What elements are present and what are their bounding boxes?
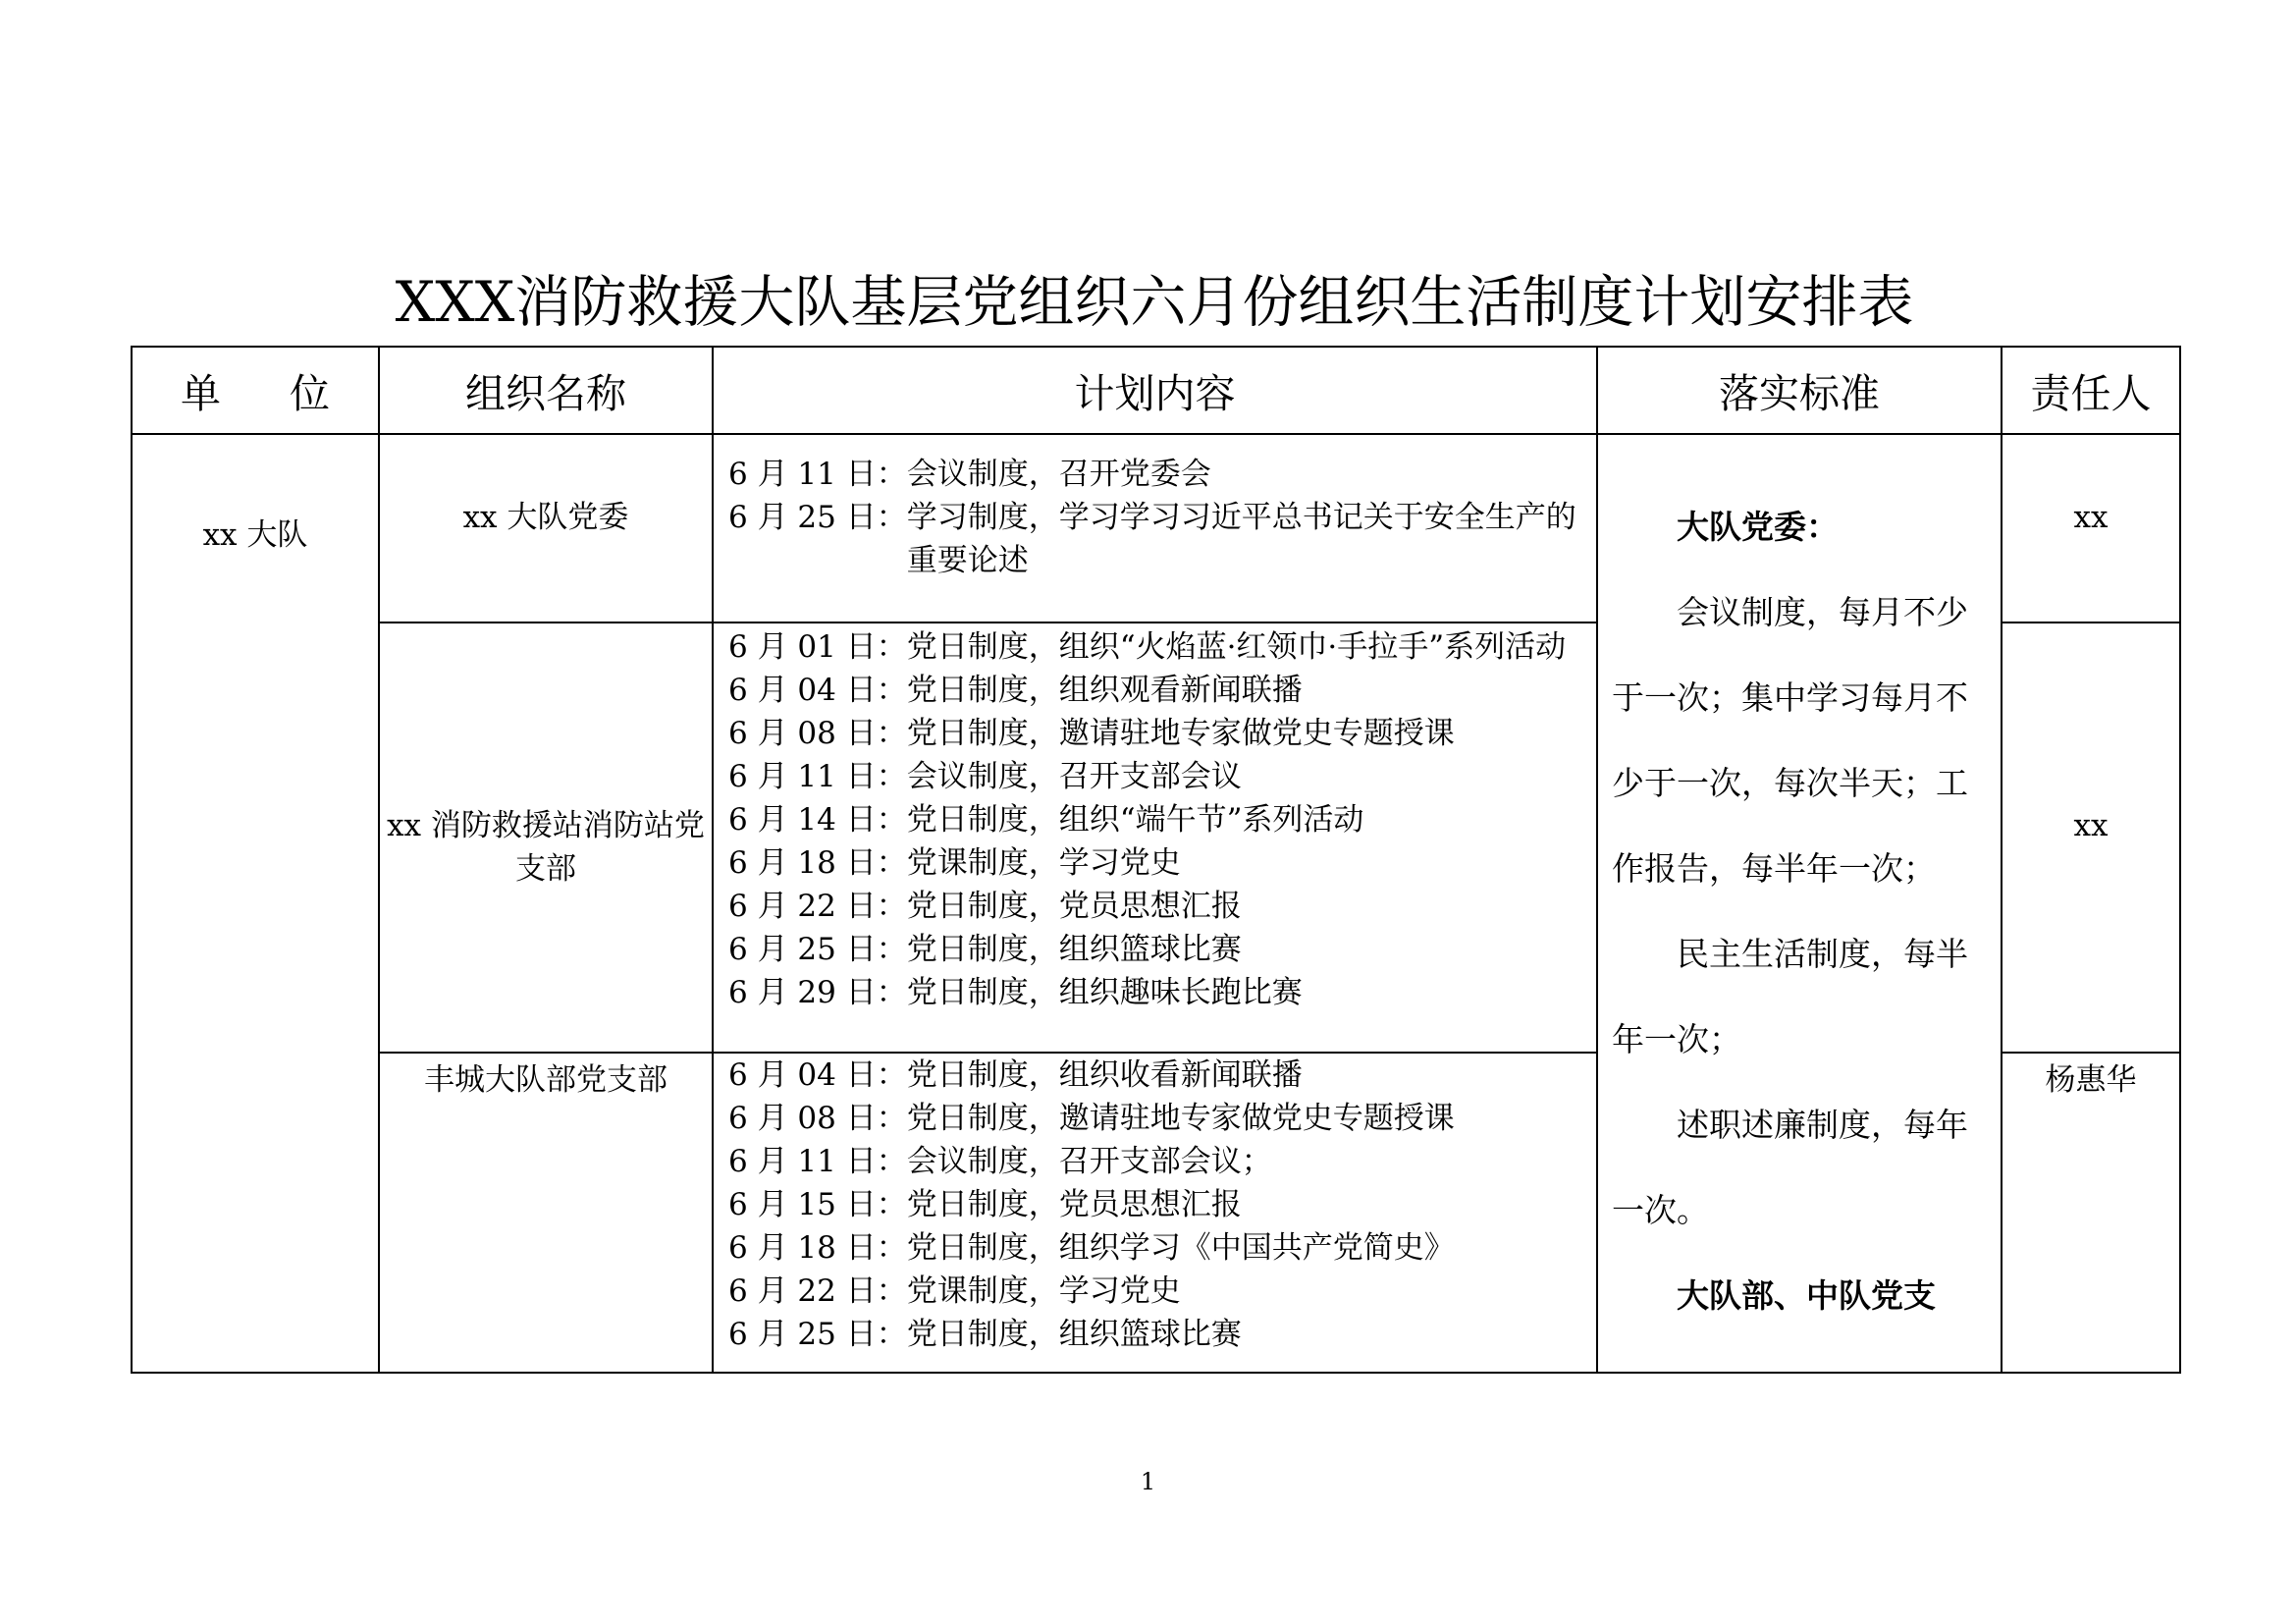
page-title: XXX消防救援大队基层党组织六月份组织生活制度计划安排表 — [395, 270, 1914, 335]
plan-entry — [728, 625, 1590, 669]
person-cell: xx — [2002, 623, 2180, 1053]
plan-date: 6 月 01 日： — [728, 629, 907, 665]
plan-date: 6 月 22 日： — [728, 1273, 907, 1309]
plan-date: 6 月 14 日： — [728, 802, 907, 838]
plan-text: 党日制度，党员思想汇报 — [906, 889, 1242, 924]
person-cell: xx — [2002, 434, 2180, 623]
person-cell: 杨惠华 — [2002, 1053, 2180, 1373]
header-standard: 落实标准 — [1597, 347, 2002, 434]
plan-entry — [728, 755, 1590, 798]
plan-text: 党日制度，邀请驻地专家做党史专题授课 — [906, 1101, 1455, 1136]
plan-entry — [728, 971, 1590, 1014]
plan-date: 6 月 25 日： — [728, 1317, 907, 1352]
unit-cell: xx 大队 — [132, 434, 379, 1373]
plan-list — [728, 453, 1590, 582]
plan-entry — [728, 1097, 1590, 1140]
standard-heading-party-committee: 大队党委： — [1677, 508, 1839, 546]
header-person: 责任人 — [2002, 347, 2180, 434]
plan-text: 党课制度，学习党史 — [906, 1273, 1181, 1309]
plan-entry — [728, 712, 1590, 755]
plan-table — [131, 346, 2181, 1374]
plan-text: 党日制度，组织“火焰蓝·红领巾·手拉手”系列活动 — [906, 629, 1567, 665]
plan-text: 党日制度，组织收看新闻联播 — [906, 1057, 1303, 1093]
plan-date: 6 月 15 日： — [728, 1187, 907, 1222]
plan-entry — [728, 885, 1590, 928]
plan-entry — [728, 669, 1590, 712]
plan-date: 6 月 08 日： — [728, 716, 907, 751]
plan-text: 党日制度，邀请驻地专家做党史专题授课 — [906, 716, 1455, 751]
header-unit — [132, 347, 399, 434]
plan-entry — [728, 453, 1590, 496]
plan-entry — [728, 1054, 1590, 1097]
header-unit-label: 单位 — [181, 370, 399, 417]
plan-text: 党日制度，组织篮球比赛 — [906, 932, 1242, 967]
plan-text: 党日制度，组织观看新闻联播 — [906, 673, 1303, 708]
standard-heading-branch: 大队部、中队党支 — [1677, 1276, 1936, 1315]
plan-text: 学习制度，学习学习习近平总书记关于安全生产的重要论述 — [906, 500, 1576, 578]
header-org-name: 组织名称 — [379, 347, 713, 434]
standard-paragraph: 民主生活制度，每半年一次； — [1612, 935, 1968, 1058]
table-row — [132, 434, 2180, 623]
plan-date: 6 月 18 日： — [728, 845, 907, 881]
plan-text: 会议制度，召开支部会议； — [906, 1144, 1272, 1179]
plan-text: 党课制度，学习党史 — [906, 845, 1181, 881]
plan-entry — [728, 798, 1590, 841]
plan-date: 6 月 08 日： — [728, 1101, 907, 1136]
plan-text: 党日制度，组织趣味长跑比赛 — [906, 975, 1303, 1010]
plan-cell — [713, 1053, 1597, 1373]
plan-date: 6 月 11 日： — [728, 457, 907, 492]
plan-text: 党日制度，党员思想汇报 — [906, 1187, 1242, 1222]
plan-list — [728, 1054, 1590, 1356]
standard-cell — [1597, 434, 2002, 1373]
plan-entry — [728, 1313, 1590, 1356]
org-name-cell: xx 消防救援站消防站党支部 — [379, 623, 713, 1053]
plan-entry — [728, 928, 1590, 971]
header-plan: 计划内容 — [713, 347, 1597, 434]
plan-date: 6 月 25 日： — [728, 932, 907, 967]
plan-text: 党日制度，组织篮球比赛 — [906, 1317, 1242, 1352]
plan-cell — [713, 434, 1597, 623]
standard-paragraph: 述职述廉制度，每年一次。 — [1612, 1106, 1968, 1229]
plan-date: 6 月 18 日： — [728, 1230, 907, 1266]
plan-date: 6 月 04 日： — [728, 673, 907, 708]
plan-text: 会议制度，召开支部会议 — [906, 759, 1242, 794]
plan-entry — [728, 1140, 1590, 1183]
plan-date: 6 月 22 日： — [728, 889, 907, 924]
plan-date: 6 月 11 日： — [728, 759, 907, 794]
plan-entry — [728, 1183, 1590, 1226]
plan-entry — [728, 496, 1590, 582]
plan-date: 6 月 04 日： — [728, 1057, 907, 1093]
org-name-cell: xx 大队党委 — [379, 434, 713, 623]
org-name-cell: 丰城大队部党支部 — [379, 1053, 713, 1373]
table-header-row — [132, 347, 2180, 434]
standard-paragraph: 会议制度，每月不少于一次；集中学习每月不少于一次，每次半天；工作报告，每半年一次； — [1612, 593, 1968, 888]
plan-cell — [713, 623, 1597, 1053]
plan-date: 6 月 29 日： — [728, 975, 907, 1010]
plan-entry — [728, 841, 1590, 885]
plan-entry — [728, 1226, 1590, 1270]
plan-text: 会议制度，召开党委会 — [906, 457, 1211, 492]
plan-date: 6 月 11 日： — [728, 1144, 907, 1179]
plan-date: 6 月 25 日： — [728, 500, 907, 535]
page-number: 1 — [1140, 1468, 1156, 1495]
plan-list — [728, 625, 1590, 1014]
plan-text: 党日制度，组织“端午节”系列活动 — [906, 802, 1364, 838]
plan-text: 党日制度，组织学习《中国共产党简史》 — [906, 1230, 1455, 1266]
plan-entry — [728, 1270, 1590, 1313]
